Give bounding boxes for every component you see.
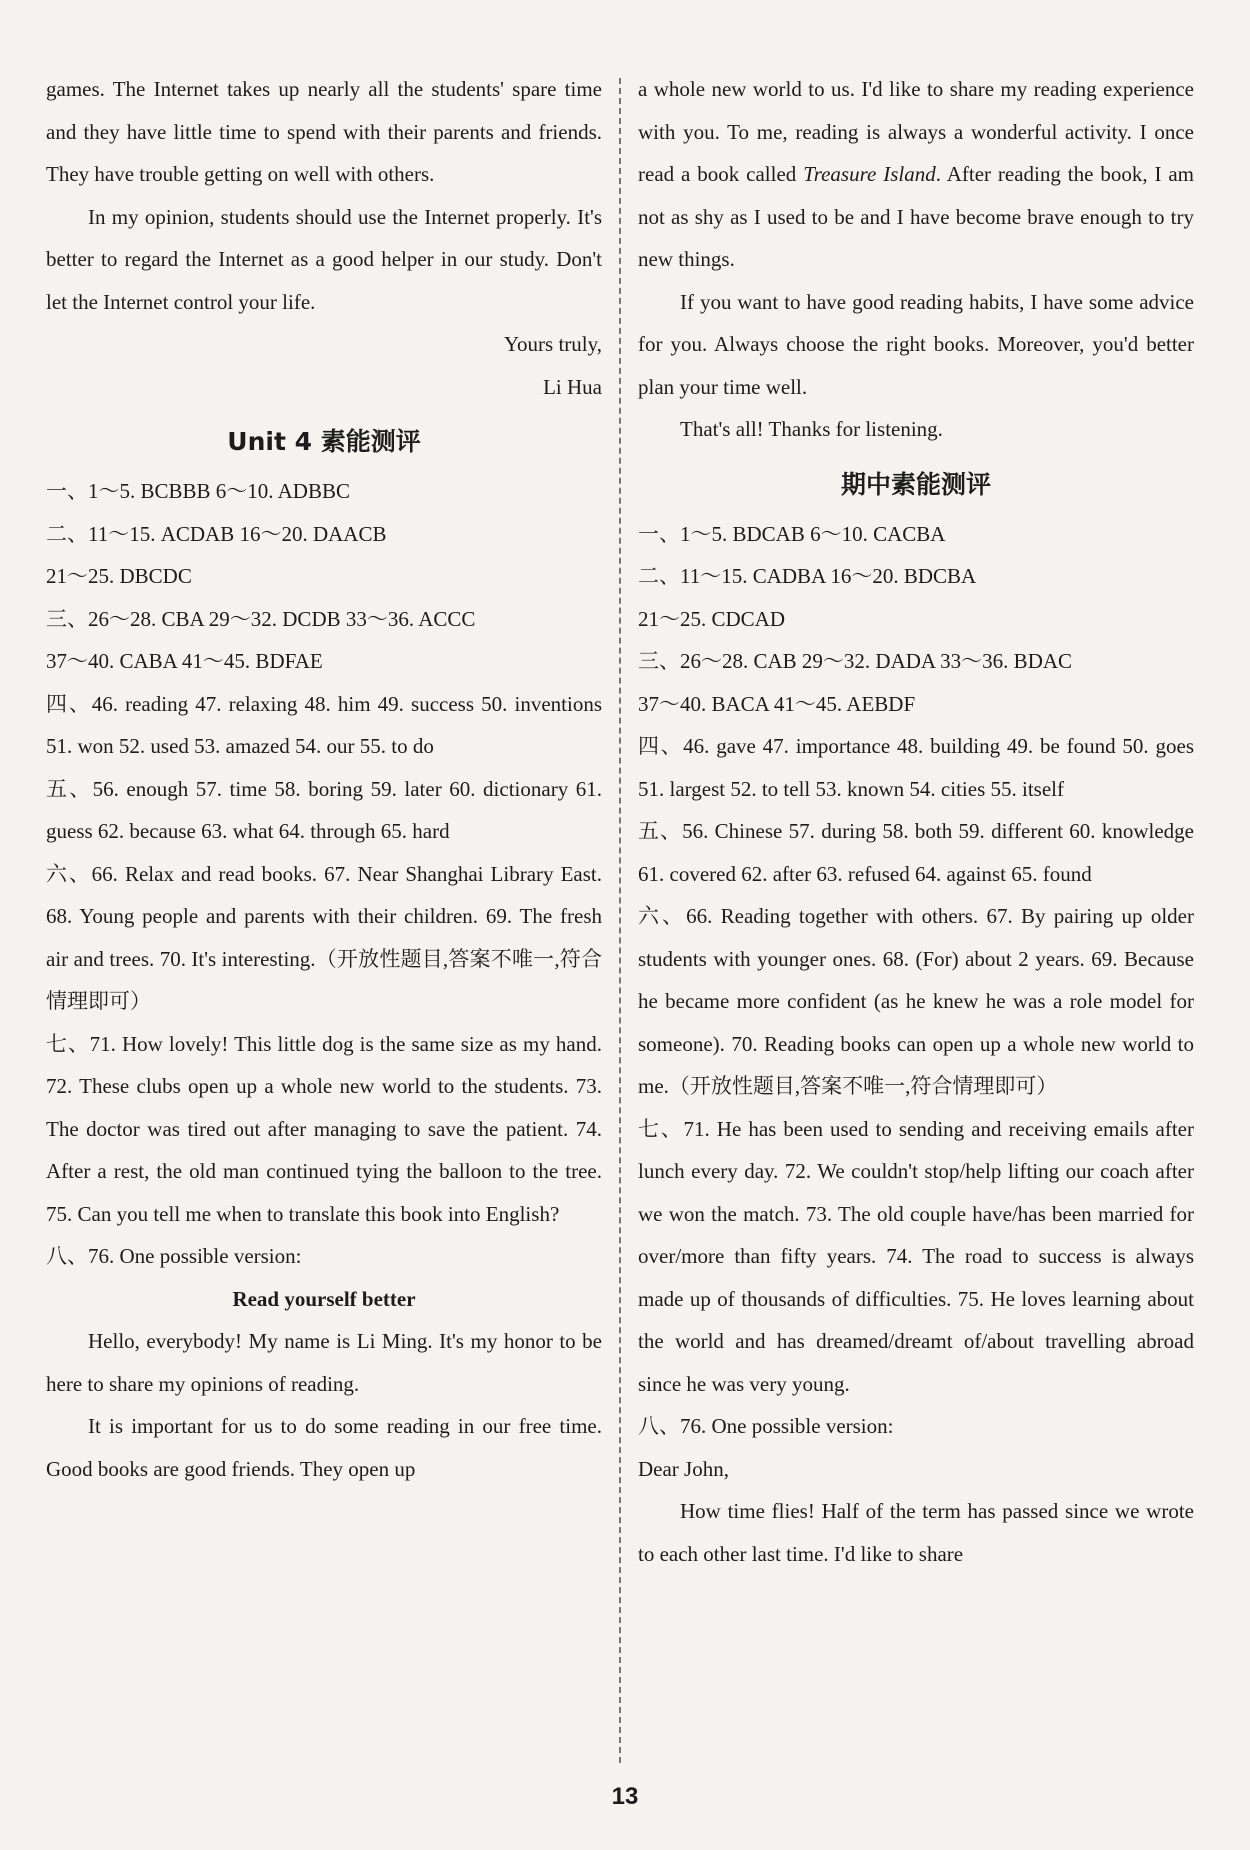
answer-block: 七、71. He has been used to sending and receiving emails after lunch every day. 72. We couldn't stop/help lifting our coach after we won the match. 73. The old couple have/has been married for over/more than fifty years. 74. The road to success is always made up of thousands of difficulties. 75. He loves learning about the world and has dreamed/dreamt of/about travelling abroad since he was very young.	[638, 1116, 1194, 1396]
answer-block: 四、46. gave 47. importance 48. building 49. be found 50. goes 51. largest 52. to tell 53. known 54. cities 55. itself	[638, 734, 1194, 801]
answer-line: 37～40. CABA 41～45. BDFAE	[46, 649, 323, 673]
essay-paragraph: In my opinion, students should use the Internet properly. It's better to regard the Internet as a good helper in our study. Don't let the Internet control your life.	[46, 204, 602, 314]
answer-line: 一、1～5. BCBBB 6～10. ADBBC	[46, 479, 350, 503]
letter-signature: Li Hua	[543, 374, 602, 399]
answer-line: 二、11～15. CADBA 16～20. BDCBA	[638, 564, 977, 588]
letter-paragraph: How time flies! Half of the term has passed since we wrote to each other last time. I'd like to share	[638, 1499, 1194, 1566]
answer-block: 五、56. Chinese 57. during 58. both 59. different 60. knowledge 61. covered 62. after 63. refused 64. against 65. found	[638, 819, 1194, 886]
answer-line: 21～25. DBCDC	[46, 564, 192, 588]
left-column	[46, 68, 602, 1490]
column-divider	[619, 78, 621, 1763]
answer-line: 二、11～15. ACDAB 16～20. DAACB	[46, 521, 387, 546]
essay-paragraph: Hello, everybody! My name is Li Ming. It's my honor to be here to share my opinions of reading.	[46, 1329, 602, 1396]
letter-greeting: Dear John,	[638, 1456, 729, 1481]
right-column	[638, 68, 1194, 1575]
essay-title: Read yourself better	[232, 1286, 416, 1311]
answer-block: 六、66. Reading together with others. 67. By pairing up older students with younger ones. 68. (For) about 2 years. 69. Because he became more confident (as he knew he was a role model for someone). 70. Reading books can open up a whole new world to me.（开放性题目,答案不唯一,符合情理即可）	[638, 904, 1194, 1098]
book-title: Treasure Island	[803, 162, 936, 186]
essay-paragraph: games. The Internet takes up nearly all the students' spare time and they have little time to spend with their parents and friends. They have trouble getting on well with others.	[46, 77, 602, 186]
essay-paragraph: That's all! Thanks for listening.	[680, 417, 943, 441]
answer-line: 21～25. CDCAD	[638, 606, 786, 631]
essay-paragraph: It is important for us to do some reading in our free time. Good books are good friends. They open up	[46, 1414, 602, 1481]
answer-block: 七、71. How lovely! This little dog is the same size as my hand. 72. These clubs open up a whole new world to the students. 73. The doctor was tired out after managing to save the patient. 74. After a rest, the old man continued tying the balloon to the tree. 75. Can you tell me when to translate this book into English?	[46, 1031, 602, 1226]
essay-paragraph	[638, 68, 1194, 281]
essay-text: a whole new world to us. I'd like to share my reading experience with you. To me, reading is always a wonderful activity. I once read a book called	[638, 77, 1194, 186]
essay-paragraph: If you want to have good reading habits, I have some advice for you. Always choose the right books. Moreover, you'd better plan your time well.	[638, 289, 1194, 399]
answer-block: 五、56. enough 57. time 58. boring 59. later 60. dictionary 61. guess 62. because 63. what 64. through 65. hard	[46, 776, 602, 843]
answer-block: 四、46. reading 47. relaxing 48. him 49. success 50. inventions 51. won 52. used 53. amazed 54. our 55. to do	[46, 691, 602, 758]
answer-line: 八、76. One possible version:	[46, 1244, 302, 1268]
midterm-title: 期中素能测评	[840, 469, 991, 499]
letter-closing: Yours truly,	[503, 332, 602, 356]
answer-line: 三、26～28. CBA 29～32. DCDB 33～36. ACCC	[46, 606, 476, 631]
answer-line: 三、26～28. CAB 29～32. DADA 33～36. BDAC	[638, 649, 1073, 673]
answer-line: 八、76. One possible version:	[638, 1414, 894, 1438]
unit-4-title: Unit 4 素能测评	[227, 427, 421, 456]
page-number: 13	[611, 1783, 639, 1810]
essay-text: . After reading the book, I am not as shy as I used to be and I have become brave enough to try new things.	[638, 162, 1195, 271]
answer-line: 37～40. BACA 41～45. AEBDF	[638, 691, 916, 716]
answer-block: 六、66. Relax and read books. 67. Near Shanghai Library East. 68. Young people and parents with their children. 69. The fresh air and trees. 70. It's interesting.（开放性题目,答案不唯一,符合情理即可）	[46, 861, 602, 1013]
answer-line: 一、1～5. BDCAB 6～10. CACBA	[638, 521, 946, 546]
